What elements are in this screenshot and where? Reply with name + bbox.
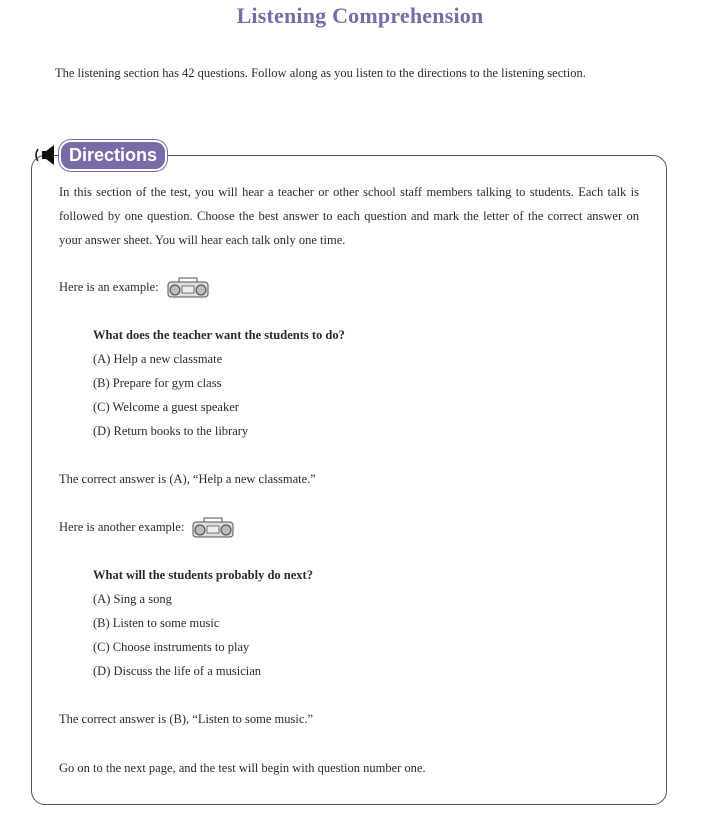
example2-answer: The correct answer is (B), “Listen to some music.”: [59, 712, 314, 726]
closing-text: Go on to the next page, and the test will begin with question number one.: [59, 761, 426, 775]
example2-lead: Here is another example:: [59, 520, 185, 534]
radio-cassette-icon: [190, 516, 236, 540]
example1-option-a: (A) Help a new classmate: [93, 352, 223, 366]
speaker-icon: [32, 143, 62, 167]
example1-option-d: (D) Return books to the library: [93, 424, 249, 438]
intro-text: The listening section has 42 questions. Follow along as you listen to the directions to the listening section.: [55, 66, 586, 80]
example-lead: Here is an example:: [59, 280, 159, 294]
example2-question: What will the students probably do next?: [93, 568, 313, 582]
example2-option-a: (A) Sing a song: [93, 592, 172, 606]
directions-header: [32, 141, 167, 169]
example1-answer: The correct answer is (A), “Help a new classmate.”: [59, 472, 316, 486]
example2-option-c: (C) Choose instruments to play: [93, 640, 250, 654]
radio-cassette-icon: [165, 276, 211, 300]
directions-label: Directions: [59, 140, 167, 171]
directions-text: In this section of the test, you will hear a teacher or other school staff members talking to students. Each talk is followed by one question. Choose the best answer to each question and mark the letter of the correct answer on your answer sheet. You will hear each talk only one time.: [59, 185, 639, 247]
example2-option-d: (D) Discuss the life of a musician: [93, 664, 262, 678]
example1-option-c: (C) Welcome a guest speaker: [93, 400, 239, 414]
example2-option-b: (B) Listen to some music: [93, 616, 220, 630]
example1-question: What does the teacher want the students to do?: [93, 328, 345, 342]
example1-option-b: (B) Prepare for gym class: [93, 376, 222, 390]
page-title: Listening Comprehension: [236, 3, 484, 28]
